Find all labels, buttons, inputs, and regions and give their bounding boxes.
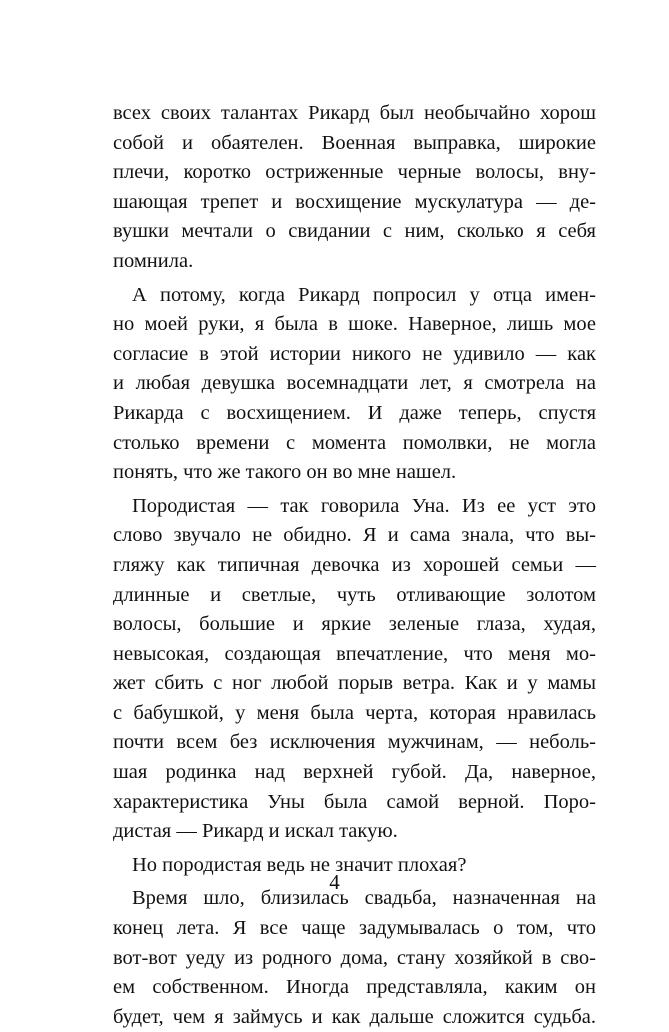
text-line: жет сбить с ног любой порыв ветра. Как и у мамы [113, 672, 596, 695]
text-line: всех своих талантах Рикард был необычайно хорош [113, 102, 596, 124]
text-line: Породистая — так говорила Уна. Из ее уст это [132, 494, 596, 517]
paragraph-5 [113, 884, 596, 1032]
text-line: слово звучало не обидно. Я и сама знала, что вы- [113, 524, 596, 547]
text-line: Но породистая ведь не значит плохая? [132, 853, 467, 876]
paragraph-3 [113, 492, 596, 847]
text-line: и любая девушка восемнадцати лет, я смотрела на [113, 372, 596, 395]
text-line: столько времени с момента помолвки, не могла [113, 431, 596, 454]
page-number: 4 [329, 870, 340, 894]
text-line: плечи, коротко остриженные черные волосы, вну- [113, 161, 596, 184]
text-line: дистая — Рикард и искал такую. [113, 820, 398, 843]
text-line: ем собственном. Иногда представляла, каким он [113, 976, 596, 999]
text-line: шая родинка над верхней губой. Да, наверное, [113, 761, 596, 784]
text-line: А потому, когда Рикард попросил у отца имен- [132, 283, 596, 306]
text-line: вот-вот уеду из родного дома, стану хозяйкой в сво- [113, 946, 596, 969]
text-line: собой и обаятелен. Военная выправка, широкие [113, 131, 596, 154]
text-line: согласие в этой истории никого не удивило — как [113, 342, 596, 365]
text-line: невысокая, создающая впечатление, что меня мо- [113, 642, 596, 665]
text-line: шающая трепет и восхищение мускулатура — де- [113, 190, 596, 213]
paragraph-2 [113, 281, 596, 488]
text-line: с бабушкой, у меня была черта, которая нравилась [113, 701, 596, 724]
paragraph-1 [113, 99, 596, 277]
text-line: волосы, большие и яркие зеленые глаза, худая, [113, 613, 596, 636]
text-line: гляжу как типичная девочка из хорошей семьи — [113, 553, 596, 576]
text-line: Время шло, близилась свадьба, назначенная на [132, 887, 596, 910]
text-line: понять, что же такого он во мне нашел. [113, 461, 457, 484]
text-line: помнила. [113, 249, 194, 272]
text-line: будет, чем я займусь и как дальше сложится судьба. [113, 1005, 596, 1028]
text-line: конец лета. Я все чаще задумывалась о том, что [113, 917, 596, 940]
text-line: характеристика Уны была самой верной. Поро- [113, 790, 596, 813]
text-line: длинные и светлые, чуть отливающие золотом [113, 583, 596, 606]
text-line: Рикарда с восхищением. И даже теперь, спустя [113, 401, 596, 424]
text-line: почти всем без исключения мужчинам, — неболь- [113, 731, 596, 754]
text-line: но моей руки, я была в шоке. Наверное, лишь мое [113, 313, 596, 336]
text-line: вушки мечтали о свидании с ним, сколько я себя [113, 220, 596, 243]
